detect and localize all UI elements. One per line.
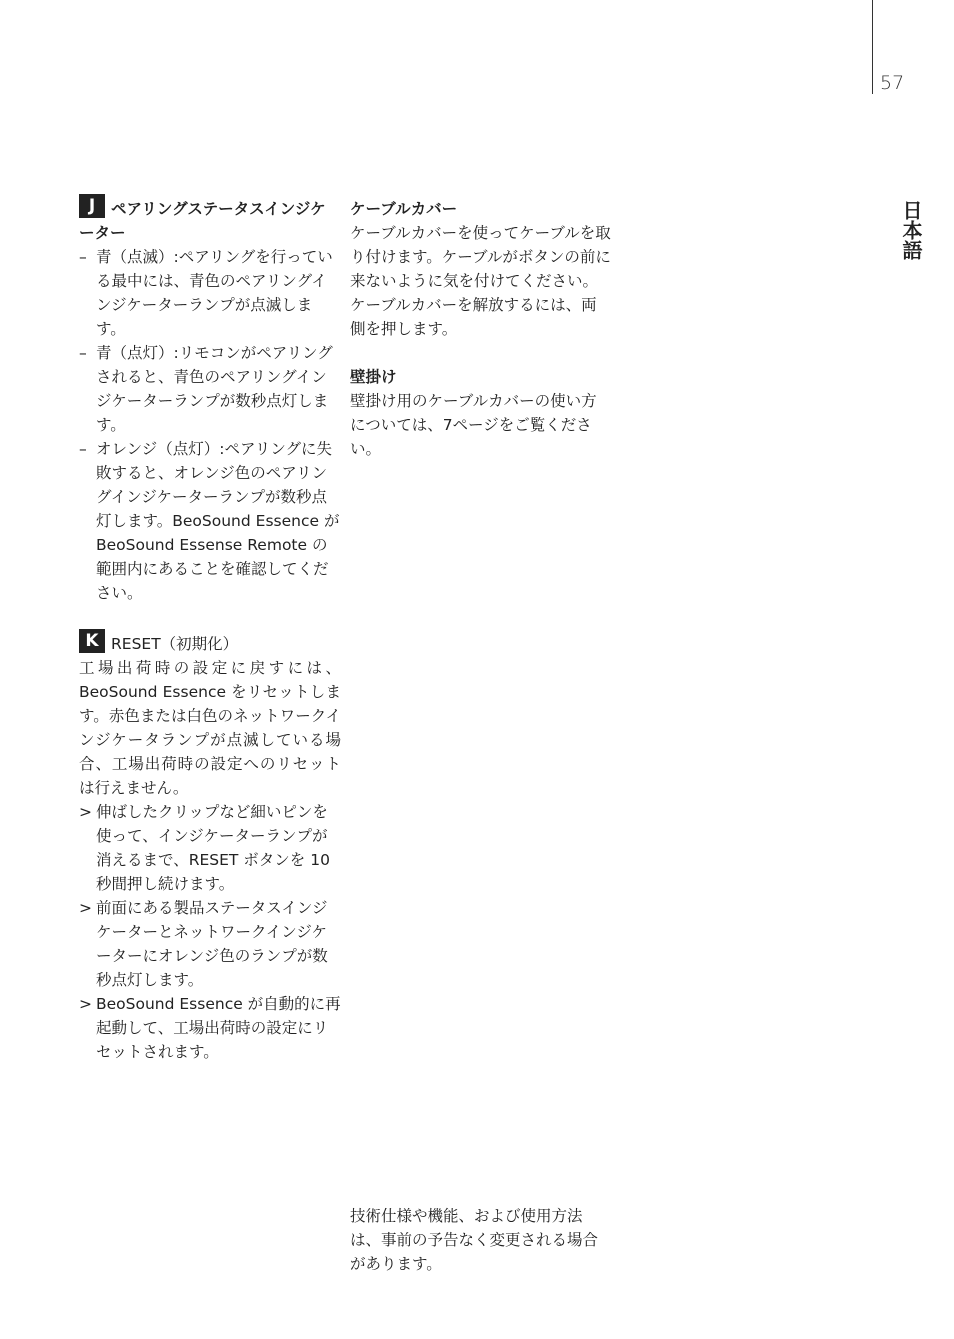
page-divider-rule (872, 0, 873, 94)
section-title: 壁掛け (350, 368, 397, 386)
reset-steps (79, 800, 341, 1064)
cable-cover-body: ケーブルカバーを使ってケーブルを取り付けます。ケーブルがボタンの前に来ないように気を付けてください。ケーブルカバーを解放するには、両側を押します。 (350, 224, 611, 338)
footer-note (350, 1204, 612, 1276)
section-title: ペアリングステータスインジケ (111, 200, 326, 218)
footer-note-text: 技術仕様や機能、および使用方法は、事前の予告なく変更される場合があります。 (350, 1207, 599, 1273)
right-column (350, 194, 612, 485)
section-cable-cover (350, 197, 612, 341)
status-list (79, 245, 341, 605)
section-title: RESET（初期化） (111, 635, 239, 653)
list-item: – オレンジ（点灯）:ペアリングに失敗すると、オレンジ色のペアリングインジケーターランプが数秒点灯します。BeoSound Essence が BeoSound Essense Remote の範囲内にあることを確認してください。 (79, 440, 340, 602)
section-badge-k: K (79, 629, 105, 653)
section-heading (79, 629, 341, 656)
list-item: – 青（点灯）:リモコンがペアリングされると、青色のペアリングインジケーターランプが数秒点灯します。 (79, 344, 333, 434)
section-title: ケーブルカバー (350, 200, 458, 218)
list-item: > 前面にある製品ステータスインジケーターとネットワークインジケーターにオレンジ色のランプが数秒点灯します。 (79, 899, 328, 989)
section-pairing-status (79, 194, 341, 605)
section-badge-j: J (79, 194, 105, 218)
section-heading (79, 194, 341, 221)
list-item: > BeoSound Essence が自動的に再起動して、工場出荷時の設定にリセットされます。 (79, 995, 341, 1061)
section-reset (79, 629, 341, 1064)
wall-mount-body: 壁掛け用のケーブルカバーの使い方については、7ページをご覧ください。 (350, 392, 597, 458)
section-title-continued: ーター (79, 224, 126, 242)
left-column (79, 194, 341, 1088)
reset-intro: 工場出荷時の設定に戻すには、BeoSound Essence をリセットします。赤色または白色のネットワークインジケータランプが点滅している場合、工場出荷時の設定へのリセットは行えません。 (79, 659, 341, 797)
section-wall-mount (350, 365, 612, 461)
list-item: – 青（点滅）:ペアリングを行っている最中には、青色のペアリングインジケーターランプが点滅します。 (79, 248, 333, 338)
list-item: > 伸ばしたクリップなど細いピンを使って、インジケーターランプが消えるまで、RESET ボタンを 10 秒間押し続けます。 (79, 803, 330, 893)
page-number: 57 (880, 72, 905, 94)
language-tab: 日本語 (899, 200, 923, 260)
